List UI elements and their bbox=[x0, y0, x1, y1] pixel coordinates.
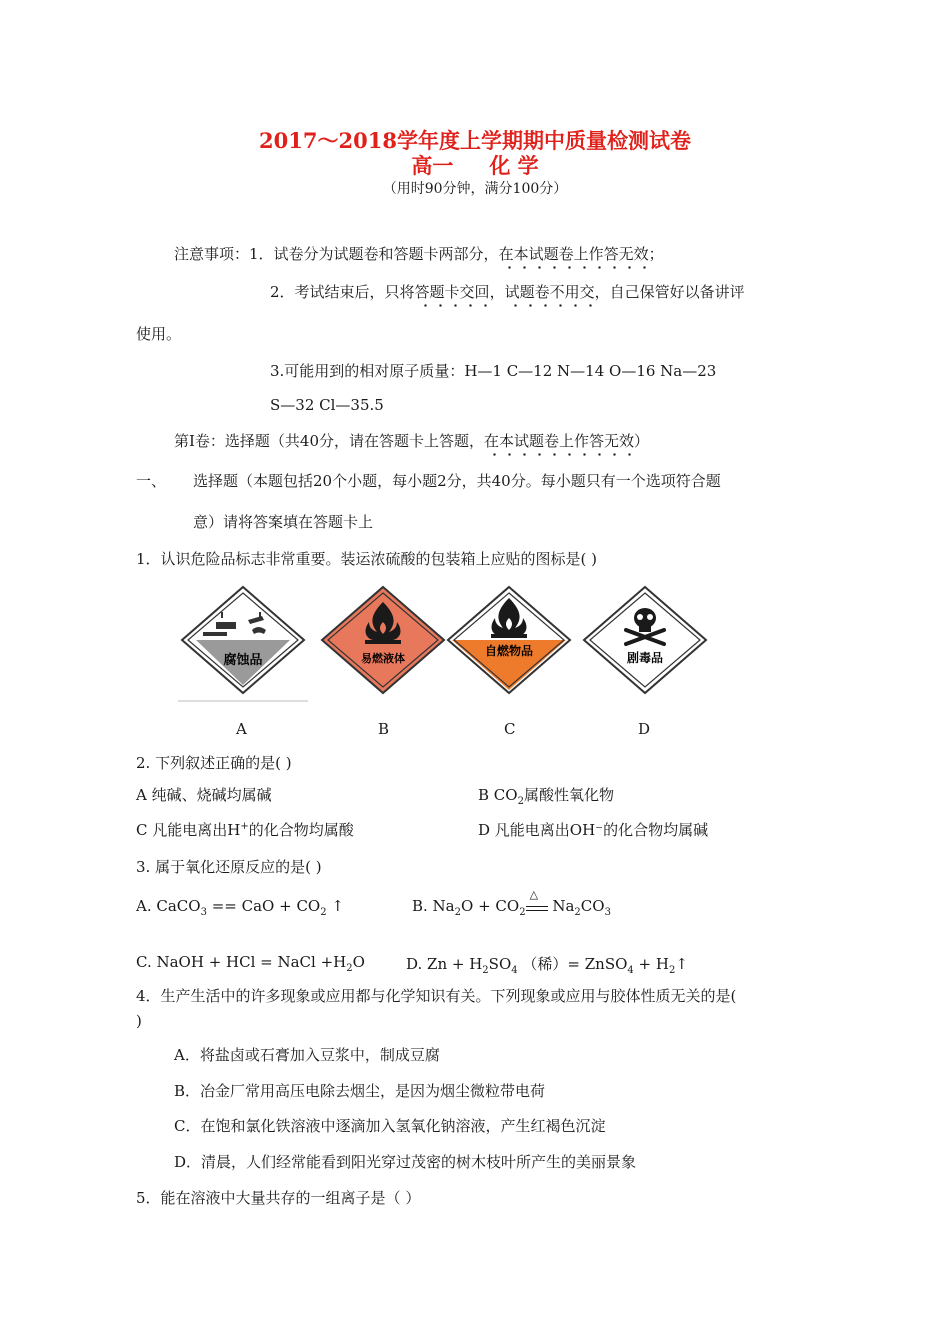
notice-item-2-emphasis-2: 试题卷不用交 bbox=[505, 283, 595, 308]
notice-label: 注意事项： bbox=[174, 245, 250, 263]
question-3-option-d: D. $Zn + H_2SO_4$ （稀）= ZnSO$_4$ + $H_2↑$ bbox=[406, 955, 688, 976]
exam-title: 2017～2018学年度上学期期中质量检测试卷 bbox=[259, 128, 691, 153]
notice-item-1 bbox=[174, 243, 664, 264]
part-1-heading bbox=[174, 430, 649, 451]
question-3-option-b: B. $Na_2O + CO_2$ △ $Na_2CO_3$ bbox=[412, 888, 611, 918]
option-a-letter: A bbox=[236, 720, 247, 738]
question-4-option-b: B．冶金厂常用高压电除去烟尘，是因为烟尘微粒带电荷 bbox=[174, 1082, 546, 1100]
sign-d-label: 剧毒品 bbox=[626, 651, 664, 665]
question-4-stem-cont: ) bbox=[136, 1012, 142, 1030]
grade-label: 高一 bbox=[411, 153, 454, 178]
toxic-sign bbox=[580, 584, 710, 704]
sign-b-label: 易燃液体 bbox=[361, 652, 405, 665]
time-note: （用时90分钟，满分100分） bbox=[382, 181, 568, 197]
exam-subtitle bbox=[0, 150, 950, 180]
part-1-emphasis: 在本试题卷上作答无效 bbox=[484, 432, 634, 457]
question-1-stem: 1．认识危险品标志非常重要。装运浓硫酸的包装箱上应贴的图标是( ) bbox=[136, 550, 598, 568]
question-4-option-c: C．在饱和氯化铁溶液中逐滴加入氢氧化钠溶液，产生红褐色沉淀 bbox=[174, 1117, 606, 1135]
subject-label: 化 学 bbox=[489, 153, 539, 178]
section-1-instruction-cont: 意）请将答案填在答题卡上 bbox=[193, 513, 374, 531]
part-1-end: ） bbox=[634, 432, 650, 450]
question-2-stem: 2. 下列叙述正确的是( ) bbox=[136, 754, 292, 772]
sign-c-label: 自燃物品 bbox=[484, 644, 534, 658]
notice-item-3: 3.可能用到的相对原子质量：H—1 C—12 N—14 O—16 Na—23 bbox=[270, 362, 717, 380]
option-c-letter: C bbox=[504, 720, 516, 738]
question-4-option-a: A．将盐卤或石膏加入豆浆中，制成豆腐 bbox=[174, 1046, 440, 1064]
notice-item-2-comma: ， bbox=[489, 283, 505, 301]
question-3-option-c: C. NaOH + HCl = NaCl $+H_2O$ bbox=[136, 953, 365, 974]
notice-item-1-emphasis: 在本试题卷上作答无效 bbox=[499, 245, 649, 270]
notice-item-2-emphasis-1: 答题卡交回 bbox=[415, 283, 490, 308]
question-2-option-c: C 凡能电离出H+的化合物均属酸 bbox=[136, 821, 354, 839]
part-1-text: 第Ⅰ卷：选择题（共40分，请在答题卡上答题， bbox=[174, 432, 485, 450]
section-1-number: 一、 bbox=[136, 472, 167, 490]
sign-a-label: 腐蚀品 bbox=[223, 653, 263, 668]
question-4-option-d: D．清晨，人们经常能看到阳光穿过茂密的树木枝叶所产生的美丽景象 bbox=[174, 1153, 637, 1171]
notice-item-1-end: ； bbox=[648, 245, 664, 263]
spontaneous-combustion-sign bbox=[444, 584, 574, 704]
option-d-letter: D bbox=[638, 720, 651, 738]
question-2-option-a: A 纯碱、烧碱均属碱 bbox=[136, 786, 272, 804]
heat-arrow: △ bbox=[526, 900, 548, 911]
question-3-option-a: A. CaCO$_3$ == CaO + $CO_2$ ↑ bbox=[136, 897, 344, 918]
option-b-letter: B bbox=[378, 720, 390, 738]
question-4-stem: 4．生产生活中的许多现象或应用都与化学知识有关。下列现象或应用与胶体性质无关的是( bbox=[136, 987, 737, 1005]
question-2-option-d: D 凡能电离出OH⁻的化合物均属碱 bbox=[478, 821, 709, 839]
notice-item-2 bbox=[270, 281, 745, 302]
question-2-option-b: B $CO_2$属酸性氧化物 bbox=[478, 786, 614, 807]
notice-item-2-cont: 使用。 bbox=[136, 325, 182, 343]
flammable-liquid-sign bbox=[318, 584, 448, 704]
notice-item-2-text: 2．考试结束后，只将 bbox=[270, 283, 415, 301]
notice-item-2-end: ，自己保管好以备讲评 bbox=[594, 283, 745, 301]
notice-item-1-text: 1．试卷分为试题卷和答题卡两部分， bbox=[249, 245, 499, 263]
corrosive-sign bbox=[178, 584, 308, 704]
notice-item-3-cont: S—32 Cl—35.5 bbox=[270, 396, 384, 414]
question-5-stem: 5．能在溶液中大量共存的一组离子是（ ） bbox=[136, 1189, 421, 1207]
section-1-instruction: 选择题（本题包括20个小题，每小题2分，共40分。每小题只有一个选项符合题 bbox=[193, 472, 721, 490]
question-3-stem: 3. 属于氧化还原反应的是( ) bbox=[136, 858, 322, 876]
